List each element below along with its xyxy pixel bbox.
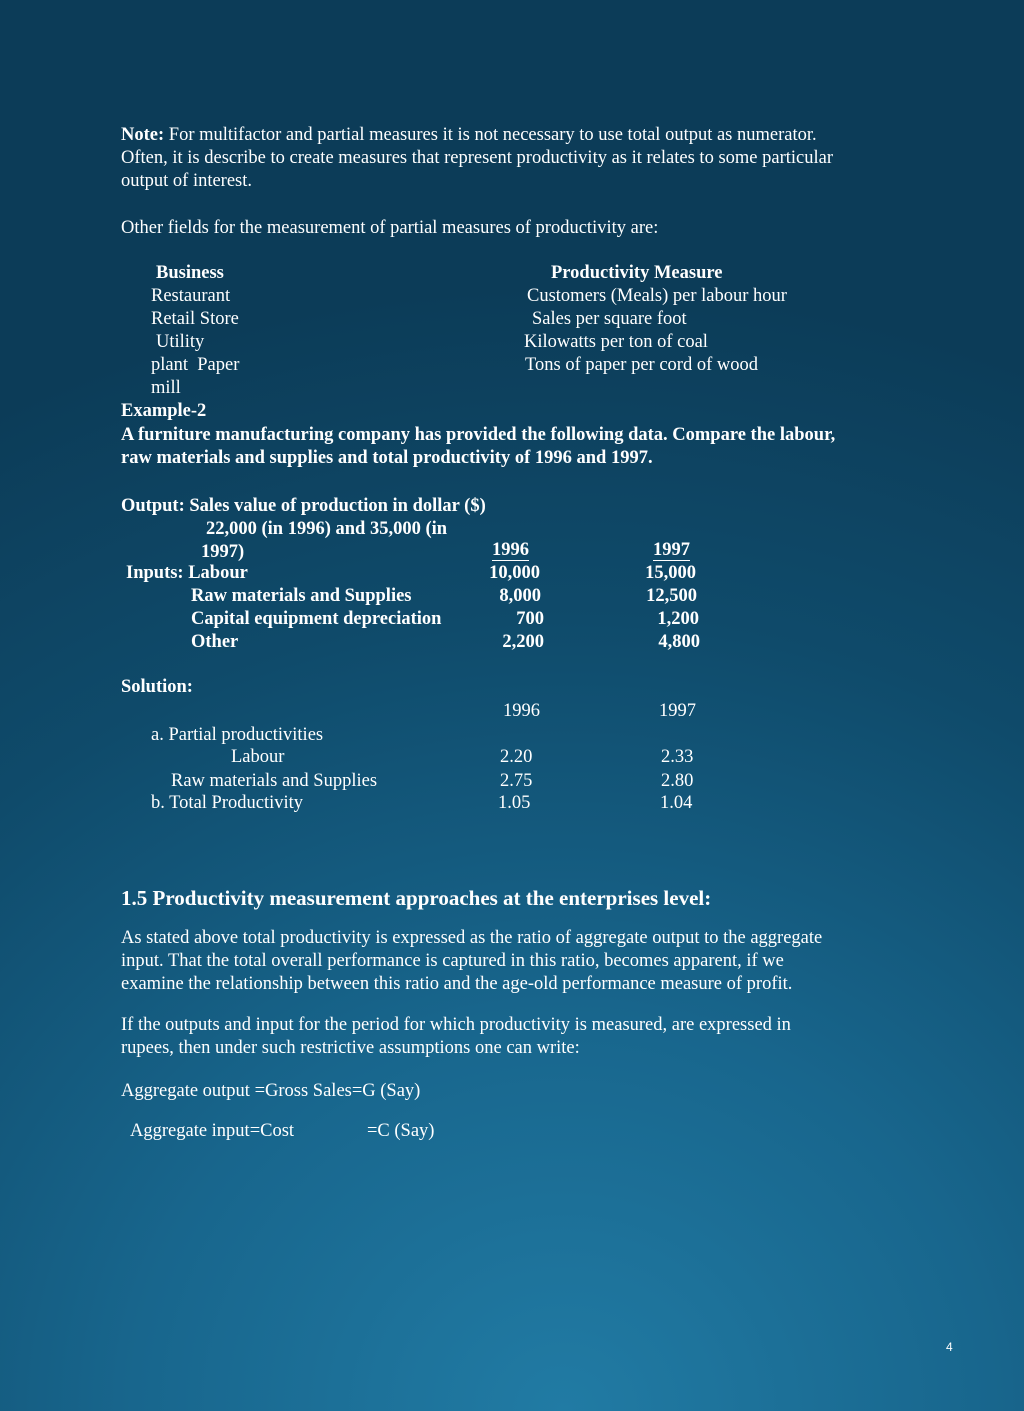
para2-line-1: If the outputs and input for the period for which productivity is measured, are expressed in	[121, 1015, 791, 1035]
labour-1997: 15,000	[645, 563, 696, 583]
solution-raw-label: Raw materials and Supplies	[171, 771, 378, 791]
business-cell: mill	[151, 378, 181, 398]
example-line-1: A furniture manufacturing company has provided the following data. Compare the labour,	[121, 425, 836, 445]
capital-label: Capital equipment depreciation	[191, 609, 442, 629]
business-cell: plant Paper	[151, 355, 240, 375]
capital-1996: 700	[516, 609, 544, 629]
raw-1997: 12,500	[646, 586, 697, 606]
equation-input-right: =C (Say)	[367, 1121, 435, 1141]
equation-output: Aggregate output =Gross Sales=G (Say)	[121, 1081, 421, 1101]
business-header: Business	[156, 263, 224, 283]
solution-labour-1997: 2.33	[661, 747, 694, 767]
solution-raw-1997: 2.80	[661, 771, 694, 791]
measure-cell: Sales per square foot	[532, 309, 687, 329]
para1-line-2: input. That the total overall performance is captured in this ratio, becomes apparent, if we	[121, 951, 784, 971]
measure-cell: Customers (Meals) per labour hour	[527, 286, 787, 306]
output-line-1: Output: Sales value of production in dollar ($)	[121, 496, 486, 516]
inputs-labour-label: Inputs: Labour	[126, 563, 248, 583]
labour-1996: 10,000	[489, 563, 540, 583]
solution-year-1996: 1996	[503, 701, 540, 721]
measure-cell: Kilowatts per ton of coal	[524, 332, 708, 352]
para2-line-2: rupees, then under such restrictive assumptions one can write:	[121, 1038, 580, 1058]
total-1996: 1.05	[498, 793, 531, 813]
business-cell: Restaurant	[151, 286, 231, 306]
example-title: Example-2	[121, 401, 207, 421]
measure-cell: Tons of paper per cord of wood	[525, 355, 758, 375]
para1-line-3: examine the relationship between this ratio and the age-old performance measure of profit.	[121, 974, 793, 994]
section-heading: 1.5 Productivity measurement approaches at the enterprises level:	[121, 886, 712, 910]
other-fields-text: Other fields for the measurement of partial measures of productivity are:	[121, 218, 659, 238]
note-line-1	[121, 124, 817, 147]
output-line-2: 22,000 (in 1996) and 35,000 (in	[206, 519, 448, 539]
measure-header: Productivity Measure	[551, 263, 723, 283]
page-number: 4	[946, 1340, 953, 1354]
other-label: Other	[191, 632, 239, 652]
other-1996: 2,200	[502, 632, 544, 652]
note-text: For multifactor and partial measures it is not necessary to use total output as numerator.	[164, 125, 817, 145]
equation-input-left: Aggregate input=Cost	[130, 1121, 295, 1141]
note-line-3: output of interest.	[121, 171, 253, 191]
capital-1997: 1,200	[657, 609, 699, 629]
solution-raw-1996: 2.75	[500, 771, 533, 791]
year-1997-header: 1997	[653, 540, 690, 560]
solution-year-1997: 1997	[659, 701, 696, 721]
output-line-3: 1997)	[201, 542, 245, 562]
solution-labour-label: Labour	[231, 747, 285, 767]
partial-productivities-label: a. Partial productivities	[151, 725, 324, 745]
year-1996-header: 1996	[492, 540, 529, 560]
example-line-2: raw materials and supplies and total productivity of 1996 and 1997.	[121, 448, 653, 468]
business-cell: Retail Store	[151, 309, 239, 329]
raw-1996: 8,000	[499, 586, 541, 606]
total-1997: 1.04	[660, 793, 693, 813]
solution-labour-1996: 2.20	[500, 747, 533, 767]
total-productivity-label: b. Total Productivity	[151, 793, 304, 813]
solution-title: Solution:	[121, 677, 193, 697]
note-line-2: Often, it is describe to create measures that represent productivity as it relates to some particular	[121, 148, 833, 168]
note-label: Note:	[121, 125, 165, 145]
para1-line-1: As stated above total productivity is expressed as the ratio of aggregate output to the aggregate	[121, 928, 823, 948]
raw-materials-label: Raw materials and Supplies	[191, 586, 412, 606]
business-cell: Utility	[156, 332, 205, 352]
other-1997: 4,800	[658, 632, 700, 652]
